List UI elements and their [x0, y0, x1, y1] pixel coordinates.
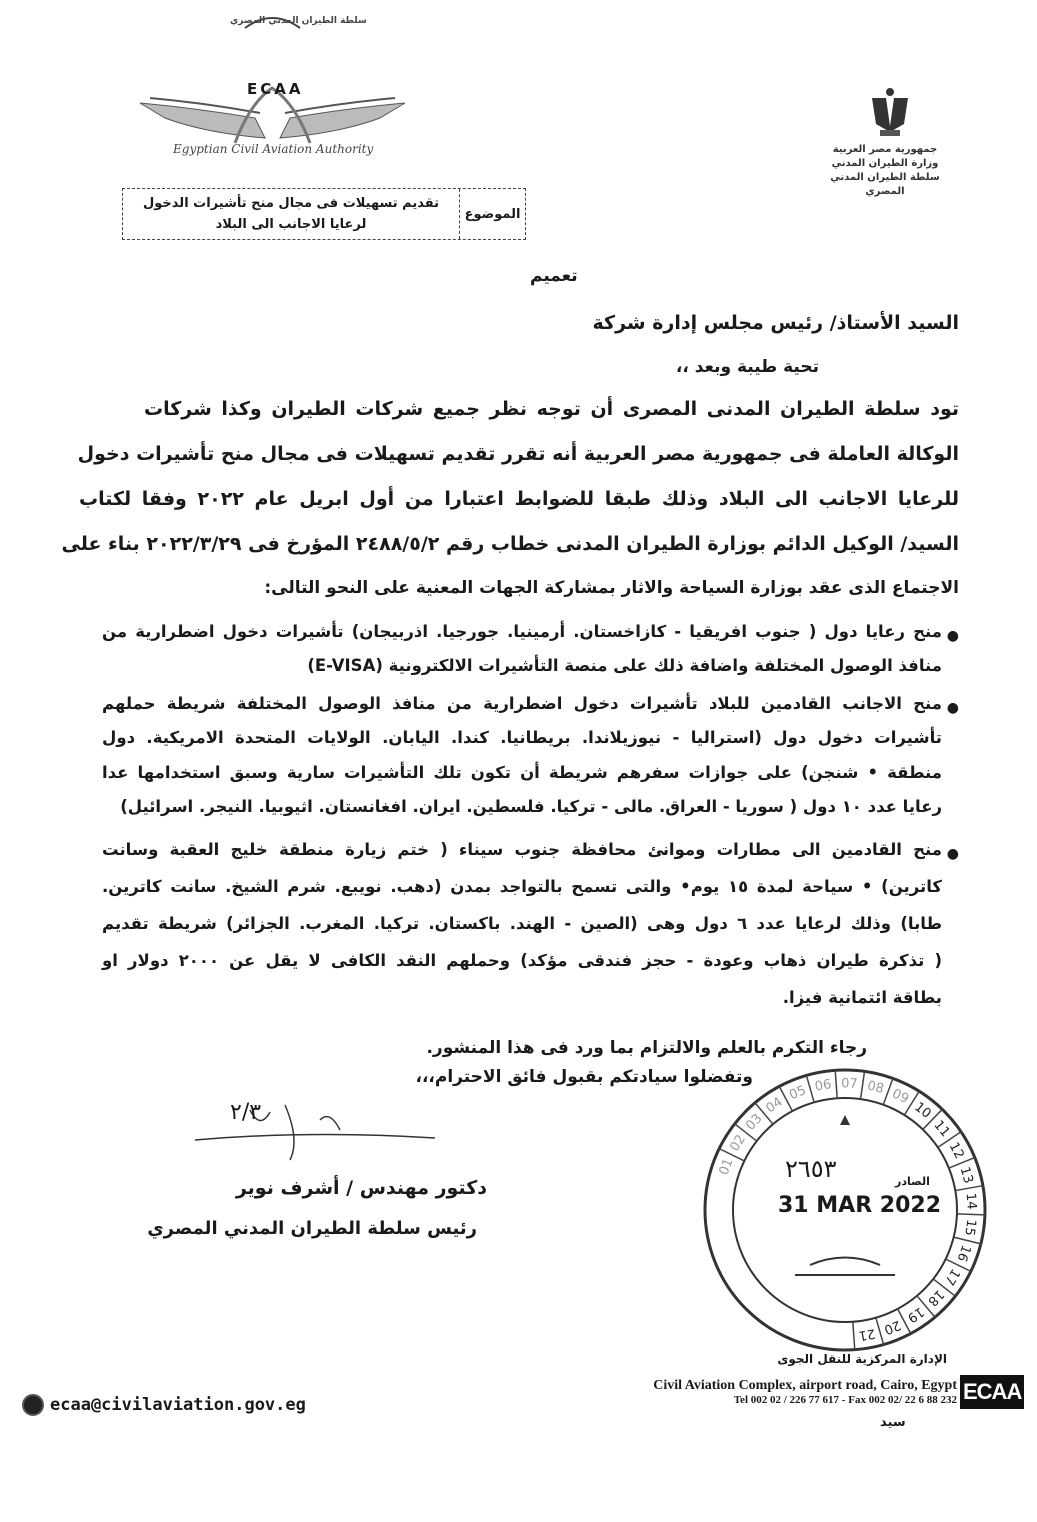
- stamp-ring-number: 12: [945, 1140, 967, 1162]
- subject-label: الموضوع: [459, 189, 525, 239]
- bullet-line: بطاقة ائتمانية فيزا.: [782, 988, 942, 1007]
- stamp-ring-divider: [861, 1071, 865, 1099]
- bullet-icon: ●: [946, 700, 959, 716]
- bullet-line: منح الاجانب القادمين للبلاد تأشيرات دخول اضطرارية من منافذ الوصول المختلفة شريطة حملهم: [102, 694, 942, 713]
- ministry-line: سلطة الطيران المدني المصري: [830, 172, 940, 197]
- stamp-ring-number: 19: [904, 1303, 927, 1326]
- bullet-line: منح رعايا دول ( جنوب افريقيا - كازاخستان. أرمينيا. جورجيا. اذربيجان) تأشيرات دخول اضطرارية من: [102, 622, 942, 641]
- bullet-line: كاترين) • سياحة لمدة ١٥ يوم• والتى تسمح بالتواجد بمدن (دهب. نويبع. شرم الشيخ. سانت كاترين.: [102, 877, 942, 896]
- greeting: تحية طيبة وبعد ،،: [675, 357, 819, 377]
- phone-text: Tel 002 02 / 226 77 617 - Fax 002 02/ 22 6 88 232: [733, 1394, 957, 1406]
- stamp-ring-divider: [954, 1237, 981, 1244]
- addressee: السيد الأستاذ/ رئيس مجلس إدارة شركة: [592, 312, 959, 334]
- footer-email: [22, 1394, 306, 1416]
- stamp-ring-number: 07: [840, 1076, 858, 1092]
- stamp-ring-divider: [957, 1214, 985, 1215]
- signatory-name: دكتور مهندس / أشرف نوير: [235, 1177, 487, 1199]
- stamp-ring-number: 21: [857, 1325, 877, 1343]
- stamp-ring-number: 09: [889, 1086, 911, 1108]
- wings-icon: [135, 8, 410, 138]
- signatory-position: رئيس سلطة الطيران المدني المصري: [147, 1218, 477, 1239]
- subject-box: [122, 188, 526, 240]
- paragraph-line: للرعايا الاجانب الى البلاد وذلك طبقا للضوابط اعتبارا من أول ابريل عام ٢٠٢٢ وفقا لكتاب: [79, 488, 959, 510]
- bullet-line: تأشيرات دخول دول (استراليا - نيوزيلاندا. بريطانيا. كندا. اليابان. الولايات المتحدة الامريكية. دول: [102, 728, 942, 747]
- address-text: Civil Aviation Complex, airport road, Cairo, Egypt: [653, 1378, 957, 1393]
- stamp-number: ٢٦٥٣: [785, 1155, 837, 1183]
- signature-scribble-icon: [190, 1100, 440, 1180]
- bullet-icon: ●: [946, 846, 959, 862]
- stamp-ring-number: 04: [763, 1094, 786, 1117]
- paragraph-line: الوكالة العاملة فى جمهورية مصر العربية أنه تقرر تقديم تسهيلات فى مجال منح تأشيرات دخول: [77, 443, 959, 465]
- stamp-ring-number: 10: [911, 1099, 934, 1122]
- bullet-line: منح القادمين الى مطارات وموانئ محافظة جنوب سيناء ( ختم زيارة منطقة خليج العقبة وسانت: [102, 840, 942, 859]
- bullet-line: ( تذكرة طيران ذهاب وعودة - حجز فندقى مؤكد) وحملهم النقد الكافى لا يقل عن ٢٠٠٠ دولار او: [102, 951, 942, 970]
- paragraph-line: تود سلطة الطيران المدنى المصرى أن توجه نظر جميع شركات الطيران وكذا شركات: [144, 398, 959, 420]
- closing-line: وتفضلوا سيادتكم بقبول فائق الاحترام،،،: [415, 1067, 753, 1087]
- paragraph-line: الاجتماع الذى عقد بوزارة السياحة والاثار بمشاركة الجهات المعنية على النحو التالى:: [264, 578, 959, 598]
- ministry-header: [810, 143, 960, 199]
- signature-date: ٢/٣: [230, 1100, 262, 1125]
- subject-line: تقديم تسهيلات فى مجال منح تأشيرات الدخول: [143, 196, 439, 211]
- subject-text: [123, 189, 459, 239]
- footer-address: [653, 1378, 957, 1406]
- footer-logo: ECAA: [960, 1375, 1024, 1409]
- stamp-ring-number: 02: [727, 1132, 749, 1155]
- stamp-ring-number: 06: [813, 1077, 833, 1095]
- logo-arabic: سلطة الطيران المدني المصري: [230, 16, 367, 26]
- logo-english: Egyptian Civil Aviation Authority: [173, 142, 374, 156]
- stamp-ring-number: 08: [865, 1078, 886, 1098]
- ministry-line: جمهورية مصر العربية: [832, 144, 938, 155]
- stamp-ring-number: 15: [961, 1218, 979, 1237]
- email-text[interactable]: ecaa@civilaviation.gov.eg: [50, 1395, 306, 1415]
- logo-abbr: ECAA: [247, 80, 304, 98]
- stamp-ring-divider: [955, 1186, 983, 1191]
- bullet-line: رعايا عدد ١٠ دول ( سوريا - العراق. مالى - تركيا. فلسطين. ايران. افغانستان. اثيوبيا. النيجر. اسرائيل): [120, 797, 942, 816]
- date-stamp: [700, 1065, 990, 1355]
- stamp-ring-divider: [835, 1070, 837, 1098]
- bullet-icon: ●: [946, 628, 959, 644]
- paragraph-line: السيد/ الوكيل الدائم بوزارة الطيران المدنى خطاب رقم ٢٤٨٨/٥/٢ المؤرخ فى ٢٠٢٢/٣/٢٩ بناء على: [61, 533, 959, 555]
- stamp-ring-number: 20: [881, 1316, 903, 1337]
- stamp-date: 31 MAR 2022: [778, 1193, 942, 1218]
- footer-note: سيد: [880, 1415, 906, 1430]
- bullet-line: منافذ الوصول المختلفة واضافة ذلك على منصة التأشيرات الالكترونية (E-VISA): [307, 656, 942, 675]
- stamp-ring-number: 13: [956, 1165, 976, 1186]
- eagle-emblem-icon: [868, 86, 912, 140]
- document-title: تعميم: [530, 266, 578, 286]
- handwritten-signature: [190, 1100, 440, 1180]
- ecaa-logo: [135, 8, 410, 163]
- stamp-label: الصادر: [895, 1175, 930, 1188]
- globe-icon: [22, 1394, 44, 1416]
- stamp-ring-number: 03: [743, 1111, 766, 1134]
- stamp-ring-number: 05: [787, 1083, 809, 1104]
- subject-line: لرعايا الاجانب الى البلاد: [215, 217, 367, 232]
- stamp-ring-number: 16: [953, 1242, 974, 1264]
- stamp-ring-number: 14: [962, 1192, 979, 1210]
- stamp-department: الإدارة المركزية للنقل الجوى: [777, 1352, 947, 1366]
- bullet-line: طابا) وذلك لرعايا عدد ٦ دول وهى (الصين - الهند. باكستان. تركيا. المغرب. الجزائر) شريطة تقديم: [102, 914, 942, 933]
- ministry-line: وزارة الطيران المدني: [831, 158, 939, 169]
- stamp-ring-number: 17: [941, 1265, 963, 1288]
- bullet-line: منطقة • شنجن) على جوازات سفرهم شريطة أن تكون تلك التأشيرات سارية وسبق استخدامها عدا: [102, 763, 942, 782]
- stamp-ring-number: 18: [924, 1286, 947, 1309]
- closing-line: رجاء التكرم بالعلم والالتزام بما ورد فى هذا المنشور.: [426, 1038, 867, 1058]
- stamp-ring-number: 01: [716, 1156, 737, 1178]
- stamp-ring-divider: [853, 1322, 855, 1350]
- stamp-ring-number: 11: [930, 1117, 953, 1141]
